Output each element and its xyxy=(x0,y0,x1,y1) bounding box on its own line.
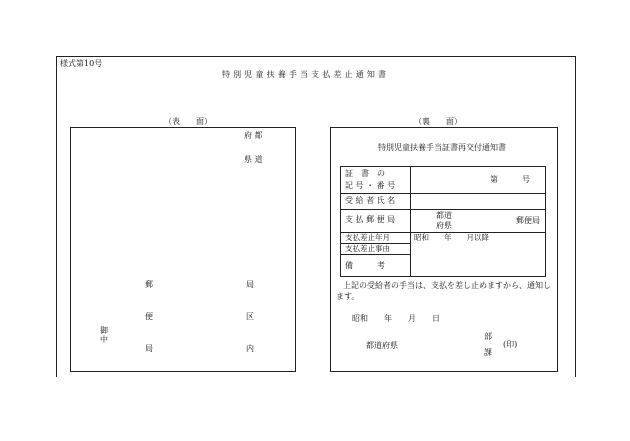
notice-title: 特別児童扶養手当証書再交付通知書 xyxy=(378,143,506,152)
remarks-label: 備 考 xyxy=(345,261,385,270)
recipient-label: 受 給 者 氏 名 xyxy=(345,196,396,205)
certificate-value: 第 号 xyxy=(490,175,530,184)
front-post-char-1: 郵 xyxy=(145,280,153,289)
back-side-label: （裏 面） xyxy=(414,117,462,126)
certificate-label-line1: 証 書 の xyxy=(345,169,385,178)
front-ward-char-3: 内 xyxy=(246,344,254,353)
stop-reason-label: 支払差止事由 xyxy=(345,244,390,253)
post-office-value: 郵便局 xyxy=(516,216,540,225)
certificate-label-line2: 記 号 ・ 番 号 xyxy=(345,181,396,190)
post-office-prefecture-top: 都道 xyxy=(436,211,452,220)
front-prefecture-bottom: 県 道 xyxy=(244,155,263,164)
front-honorific: 御 中 xyxy=(100,326,108,344)
front-ward-char-1: 局 xyxy=(246,280,254,289)
table-row-divider xyxy=(340,193,546,194)
issuer-department: 部 xyxy=(484,332,492,341)
front-ward-char-2: 区 xyxy=(246,312,254,321)
notice-message-line1: 上記の受給者の手当は、支払を差し止めますから、通知し xyxy=(343,281,551,290)
front-post-char-3: 局 xyxy=(145,344,153,353)
form-number: 様式第10号 xyxy=(60,59,103,68)
front-post-char-2: 便 xyxy=(145,312,153,321)
notice-message-line2: ます。 xyxy=(336,292,360,301)
table-column-divider xyxy=(410,166,411,277)
table-row-divider xyxy=(340,209,546,210)
issuer-section: 課 xyxy=(484,348,492,357)
stop-date-label: 支払差止年月 xyxy=(345,233,390,242)
page-title: 特 別 児 童 扶 養 手 当 支 払 差 止 通 知 書 xyxy=(222,70,387,79)
post-office-label: 支 払 郵 便 局 xyxy=(345,215,396,224)
table-row-divider xyxy=(340,254,410,255)
seal-mark: (印) xyxy=(503,340,518,349)
post-office-prefecture-bottom: 府県 xyxy=(436,221,452,230)
front-side-label: （表 面） xyxy=(164,117,212,126)
front-prefecture-top: 府 都 xyxy=(244,131,263,140)
notice-date: 昭和 年 月 日 xyxy=(352,314,440,323)
issuer-prefecture: 都道府県 xyxy=(366,341,398,350)
stop-date-value: 昭和 年 月以降 xyxy=(414,233,489,242)
